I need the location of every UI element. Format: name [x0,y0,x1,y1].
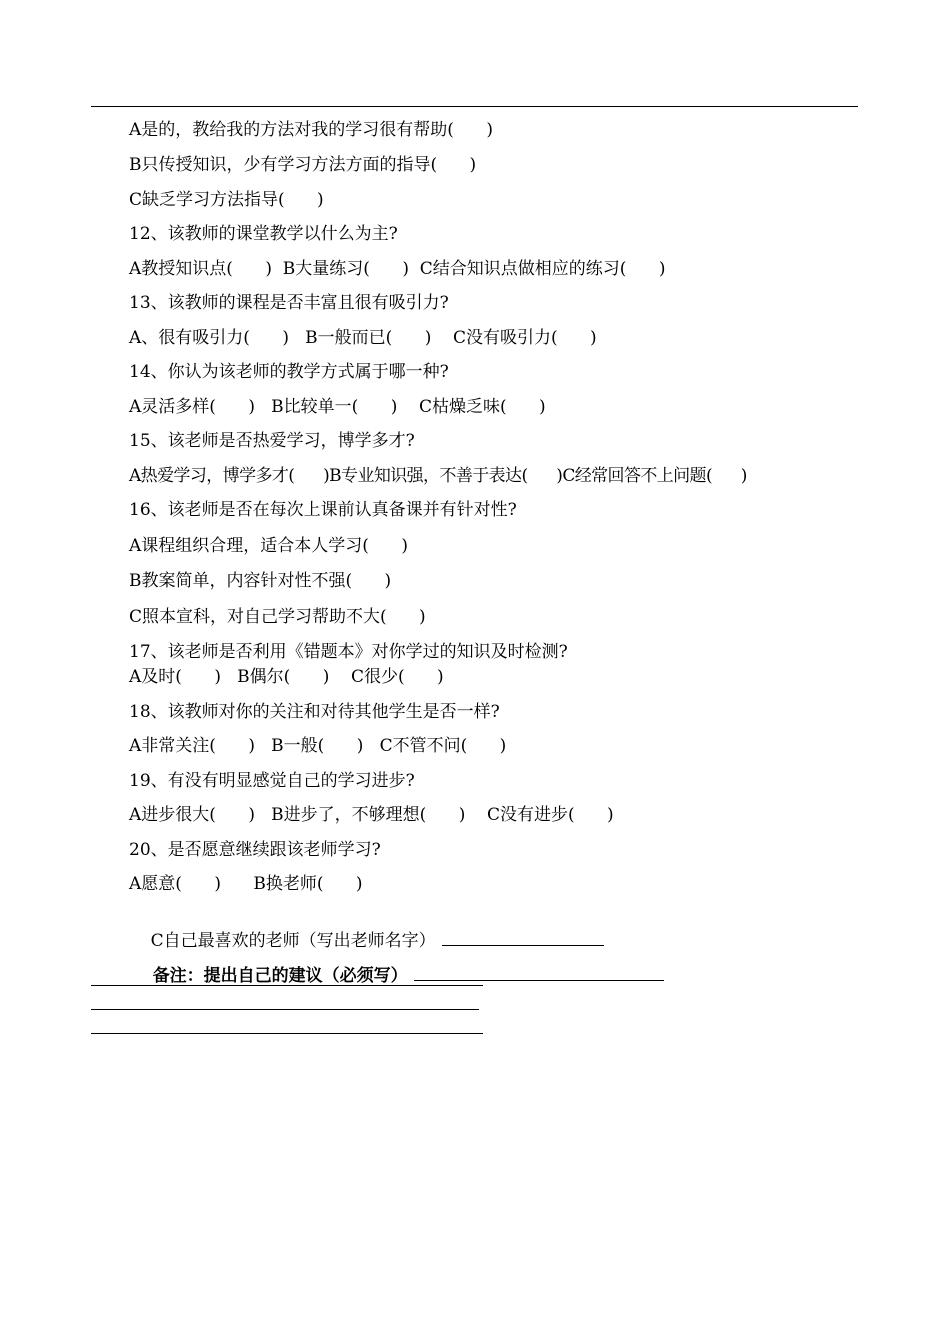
answer-line-2[interactable] [91,1009,479,1010]
q14-options: A灵活多样( ) B比较单一( ) C枯燥乏味( ) [129,397,546,417]
q20-options-a-b: A愿意( ) B换老师( ) [129,874,363,894]
q11-option-c: C缺乏学习方法指导( ) [129,190,324,210]
question-12: 12、该教师的课堂教学以什么为主? [129,224,398,244]
q19-options: A进步很大( ) B进步了，不够理想( ) C没有进步( ) [129,805,614,825]
q17-options: A及时( ) B偶尔( ) C很少( ) [129,667,444,687]
answer-line-3[interactable] [91,1033,483,1034]
q12-options: A教授知识点( ) B大量练习( ) C结合知识点做相应的练习( ) [129,259,666,279]
q20-option-c-label: C自己最喜欢的老师（写出老师名字） [150,931,436,951]
question-16: 16、该老师是否在每次上课前认真备课并有针对性? [129,500,517,520]
q13-options: A、很有吸引力( ) B一般而已( ) C没有吸引力( ) [129,328,597,348]
q16-option-b: B教案简单，内容针对性不强( ) [129,571,392,591]
q16-option-a: A课程组织合理，适合本人学习( ) [129,536,408,556]
q11-option-a: A是的，教给我的方法对我的学习很有帮助( ) [129,120,493,140]
q18-options: A非常关注( ) B一般( ) C不管不问( ) [129,736,507,756]
question-14: 14、你认为该老师的教学方式属于哪一种? [129,362,449,382]
question-15: 15、该老师是否热爱学习，博学多才? [129,431,415,451]
question-20: 20、是否愿意继续跟该老师学习? [129,840,381,860]
question-19: 19、有没有明显感觉自己的学习进步? [129,771,415,791]
q16-option-c: C照本宣科，对自己学习帮助不大( ) [129,607,426,627]
remark-blank[interactable] [414,964,664,981]
top-rule [91,106,858,107]
question-13: 13、该教师的课程是否丰富且很有吸引力? [129,293,449,313]
remark-line [129,942,664,1009]
q11-option-b: B只传授知识，少有学习方法方面的指导( ) [129,155,477,175]
remark-label: 备注：提出自己的建议（必须写） [152,966,408,986]
question-18: 18、该教师对你的关注和对待其他学生是否一样? [129,702,500,722]
q15-options: A热爱学习，博学多才( )B专业知识强，不善于表达( )C经常回答不上问题( ) [129,466,747,486]
question-17: 17、该老师是否利用《错题本》对你学过的知识及时检测? [129,642,568,662]
answer-line-1[interactable] [91,985,483,986]
